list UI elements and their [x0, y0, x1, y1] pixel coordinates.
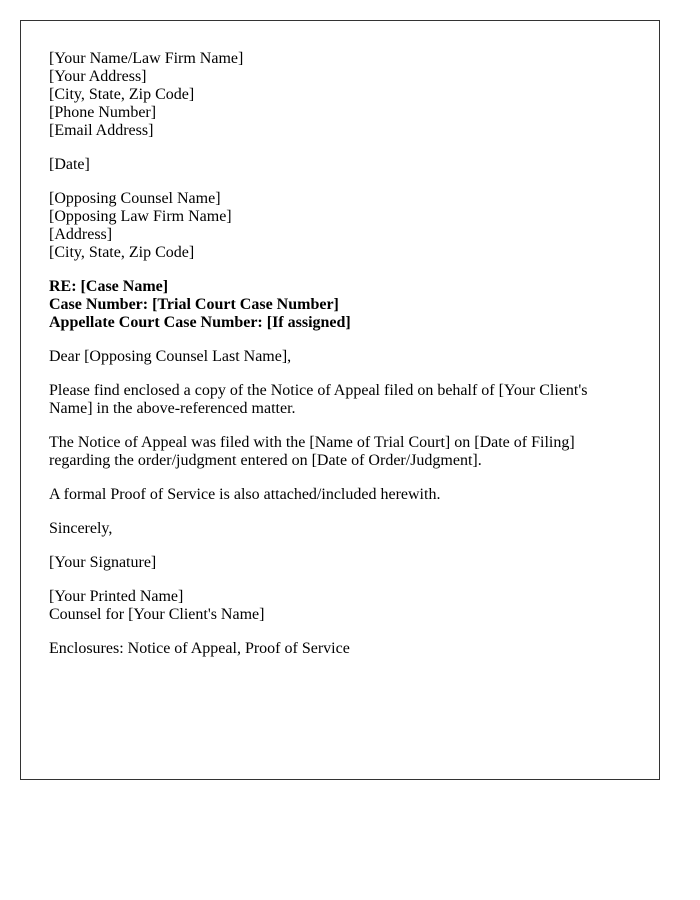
recipient-address: [Address]	[49, 226, 113, 243]
body-paragraph-3	[49, 486, 631, 504]
enclosures: Enclosures: Notice of Appeal, Proof of Service	[49, 640, 350, 657]
closing-block	[49, 520, 631, 538]
body-paragraph-2	[49, 434, 631, 470]
recipient-firm: [Opposing Law Firm Name]	[49, 208, 232, 225]
recipient-city-state-zip: [City, State, Zip Code]	[49, 244, 195, 261]
paragraph-text: Please find enclosed a copy of the Notice of Appeal filed on behalf of [Your Client's Name] in the above-referenced matter.	[49, 382, 588, 417]
appellate-case-number-line: Appellate Court Case Number: [If assigned]	[49, 314, 351, 331]
signature: [Your Signature]	[49, 554, 157, 571]
reference-block	[49, 278, 631, 332]
case-number-line: Case Number: [Trial Court Case Number]	[49, 296, 339, 313]
letter-date: [Date]	[49, 156, 90, 173]
sender-block	[49, 50, 631, 140]
sender-name: [Your Name/Law Firm Name]	[49, 50, 244, 67]
paragraph-text: The Notice of Appeal was filed with the [Name of Trial Court] on [Date of Filing] regarding the order/judgment entered on [Date of Order/Judgment].	[49, 434, 575, 469]
sender-city-state-zip: [City, State, Zip Code]	[49, 86, 195, 103]
recipient-block	[49, 190, 631, 262]
re-line: RE: [Case Name]	[49, 278, 169, 295]
paragraph-text: A formal Proof of Service is also attached/included herewith.	[49, 486, 441, 503]
signer-block	[49, 588, 631, 624]
sender-email: [Email Address]	[49, 122, 154, 139]
letter-page	[20, 20, 660, 780]
recipient-name: [Opposing Counsel Name]	[49, 190, 221, 207]
salutation-block	[49, 348, 631, 366]
sender-address: [Your Address]	[49, 68, 147, 85]
body-paragraph-1	[49, 382, 631, 418]
enclosures-block	[49, 640, 631, 658]
signer-printed-name: [Your Printed Name]	[49, 588, 184, 605]
sender-phone: [Phone Number]	[49, 104, 157, 121]
closing: Sincerely,	[49, 520, 113, 537]
salutation: Dear [Opposing Counsel Last Name],	[49, 348, 292, 365]
signature-block	[49, 554, 631, 572]
date-block	[49, 156, 631, 174]
signer-title: Counsel for [Your Client's Name]	[49, 606, 265, 623]
